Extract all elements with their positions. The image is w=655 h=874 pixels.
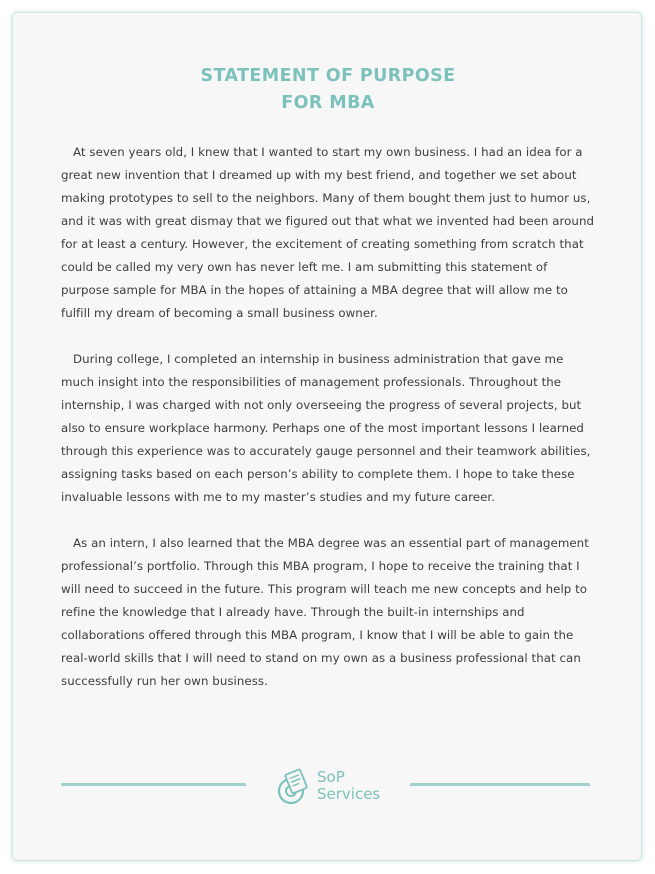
document-body <box>61 141 597 716</box>
document-icon <box>275 767 311 805</box>
title-line-1: STATEMENT OF PURPOSE <box>200 66 456 86</box>
document-page <box>12 12 642 861</box>
paragraph-1: At seven years old, I knew that I wanted to start my own business. I had an idea for a great new invention that I dreamed up with my best friend, and together we set about making prototypes to sell to the neighbors. Many of them bought them just to humor us, and it was with great dismay that we figured out that what we invented had been around for at least a century. However, the excitement of creating something from scratch that could be called my very own has never left me. I am submitting this statement of purpose sample for MBA in the hopes of attaining a MBA degree that will allow me to fulfill my dream of becoming a small business owner. <box>61 145 595 320</box>
sop-services-logo <box>275 767 385 807</box>
footer-divider-left <box>61 783 246 786</box>
title-line-2: FOR MBA <box>281 93 375 113</box>
logo-line-1: SoP <box>317 768 345 786</box>
page-title <box>13 63 643 117</box>
footer-divider-right <box>410 783 590 786</box>
logo-line-2: Services <box>317 785 381 803</box>
paragraph-2: During college, I completed an internship in business administration that gave me much insight into the responsibilities of management professionals. Throughout the internship, I was charged with not only overseeing the progress of several projects, but also to ensure workplace harmony. Perhaps one of the most important lessons I learned through this experience was to accurately gauge personnel and their teamwork abilities, assigning tasks based on each person’s ability to complete them. I hope to take these invaluable lessons with me to my master’s studies and my future career. <box>61 352 591 504</box>
logo-text <box>317 769 380 803</box>
paragraph-3: As an intern, I also learned that the MBA degree was an essential part of management professional’s portfolio. Through this MBA program, I hope to receive the training that I will need to succeed in the future. This program will teach me new concepts and help to refine the knowledge that I already have. Through the built-in internships and collaborations offered through this MBA program, I know that I will be able to gain the real-world skills that I will need to stand on my own as a business professional that can successfully run her own business. <box>61 536 589 688</box>
